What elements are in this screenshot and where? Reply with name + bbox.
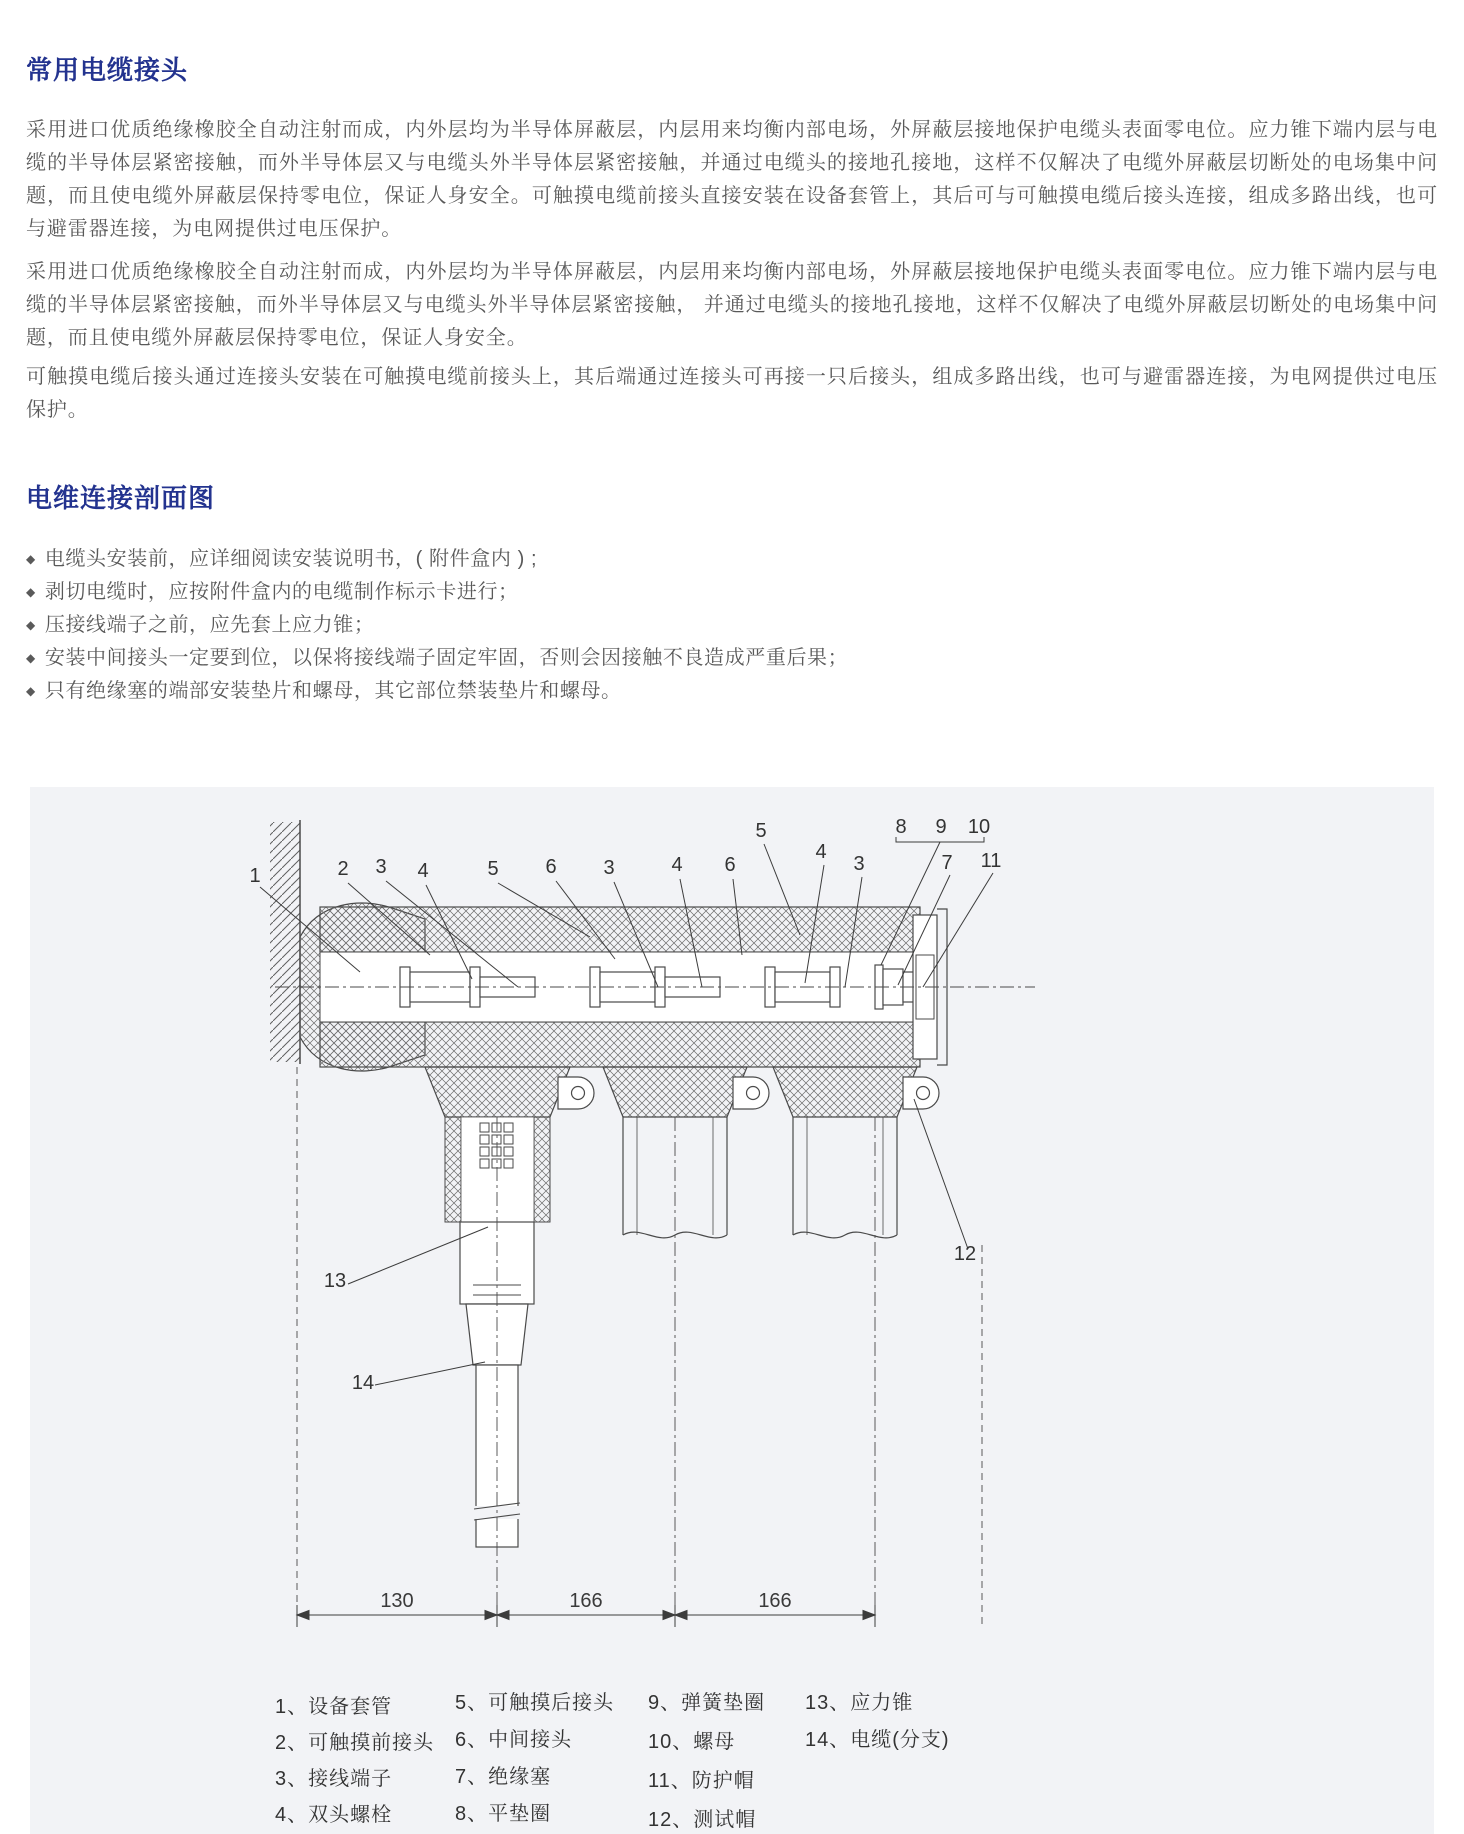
callout-3: 3 xyxy=(375,856,387,878)
diamond-bullet-icon: ◆ xyxy=(26,684,36,698)
wall-hatch xyxy=(270,820,300,1064)
legend-item: 13、应力锥 xyxy=(805,1692,914,1714)
callout-14: 14 xyxy=(351,1372,375,1394)
callout-10: 10 xyxy=(967,816,991,838)
callout-3c: 3 xyxy=(853,853,865,875)
diamond-bullet-icon: ◆ xyxy=(26,618,36,632)
legend-item: 12、测试帽 xyxy=(648,1809,757,1831)
dimension-166b: 166 xyxy=(758,1590,792,1612)
bullet-text: 剥切电缆时，应按附件盒内的电缆制作标示卡进行； xyxy=(44,581,519,603)
dimension-labels xyxy=(380,1590,791,1612)
legend-item: 4、双头螺栓 xyxy=(275,1804,393,1826)
list-item xyxy=(26,576,848,609)
list-item xyxy=(26,543,848,576)
section-title-cross-section: 电维连接剖面图 xyxy=(26,483,216,513)
callout-12: 12 xyxy=(953,1243,977,1265)
diamond-bullet-icon: ◆ xyxy=(26,585,36,599)
callout-11: 11 xyxy=(980,850,1002,872)
legend-item: 9、弹簧垫圈 xyxy=(648,1692,766,1714)
legend-item: 10、螺母 xyxy=(648,1731,736,1753)
install-notes-list xyxy=(26,543,848,708)
legend-item: 2、可触摸前接头 xyxy=(275,1732,435,1754)
legend-item: 3、接线端子 xyxy=(275,1768,393,1790)
dimension-166a: 166 xyxy=(569,1590,603,1612)
callout-6: 6 xyxy=(545,856,557,878)
dimension-130: 130 xyxy=(380,1590,414,1612)
callout-1: 1 xyxy=(249,865,261,887)
legend-column-1 xyxy=(275,1690,434,1827)
paragraph-3: 可触摸电缆后接头通过连接头安装在可触摸电缆前接头上，其后端通过连接头可再接一只后接头，组成多路出线，也可与避雷器连接，为电网提供过电压保护。 xyxy=(26,366,1438,421)
callout-5b: 5 xyxy=(755,820,767,842)
branch-3-tube xyxy=(793,1117,897,1238)
branch-1-joint xyxy=(445,1117,550,1547)
callout-13: 13 xyxy=(323,1270,347,1292)
callout-6b: 6 xyxy=(724,854,736,876)
bullet-text: 压接线端子之前，应先套上应力锥； xyxy=(44,614,375,636)
callout-2: 2 xyxy=(337,858,349,880)
callout-4b: 4 xyxy=(671,854,683,876)
diamond-bullet-icon: ◆ xyxy=(26,552,36,566)
callout-9: 9 xyxy=(935,816,947,838)
cable-joint-cross-section-diagram xyxy=(30,787,1434,1692)
paragraph-2: 采用进口优质绝缘橡胶全自动注射而成，内外层均为半导体屏蔽层，内层用来均衡内部电场，外屏蔽层接地保护电缆头表面零电位。应力锥下端内层与电缆的半导体层紧密接触，而外半导体层又与电缆头外半导体层紧密接触， 并通过电缆头的接地孔接地，这样不仅解决了电缆外屏蔽层切断处的电场集中问题，而且使电缆外屏蔽层保持零电位，保证人身安全。 xyxy=(26,261,1438,349)
diagram-panel xyxy=(30,787,1434,1834)
legend-item: 7、绝缘塞 xyxy=(455,1766,552,1788)
callout-5: 5 xyxy=(487,858,499,880)
list-item xyxy=(26,642,848,675)
callout-7: 7 xyxy=(941,852,953,874)
legend-item: 14、电缆(分支) xyxy=(805,1729,950,1751)
legend-item: 1、设备套管 xyxy=(275,1696,393,1718)
legend-item: 6、中间接头 xyxy=(455,1729,573,1751)
diamond-bullet-icon: ◆ xyxy=(26,651,36,665)
callout-3b: 3 xyxy=(603,857,615,879)
section-title-common-cable-joints: 常用电缆接头 xyxy=(26,55,189,85)
legend-column-2 xyxy=(455,1686,614,1826)
legend-column-4 xyxy=(805,1686,950,1752)
paragraph-1: 采用进口优质绝缘橡胶全自动注射而成，内外层均为半导体屏蔽层，内层用来均衡内部电场，外屏蔽层接地保护电缆头表面零电位。应力锥下端内层与电缆的半导体层紧密接触，而外半导体层又与电缆头外半导体层紧密接触，并通过电缆头的接地孔接地，这样不仅解决了电缆外屏蔽层切断处的电场集中问题，而且使电缆外屏蔽层保持零电位，保证人身安全。可触摸电缆前接头直接安装在设备套管上，其后可与可触摸电缆后接头连接，组成多路出线，也可与避雷器连接，为电网提供过电压保护。 xyxy=(26,119,1438,240)
callout-4c: 4 xyxy=(815,841,827,863)
bullet-text: 电缆头安装前，应详细阅读安装说明书，( 附件盒内 ) ; xyxy=(44,548,538,570)
list-item xyxy=(26,609,848,642)
legend-item: 8、平垫圈 xyxy=(455,1803,552,1825)
branch-collars xyxy=(425,1067,917,1117)
legend-item: 5、可触摸后接头 xyxy=(455,1692,615,1714)
list-item xyxy=(26,675,848,708)
bullet-text: 只有绝缘塞的端部安装垫片和螺母，其它部位禁装垫片和螺母。 xyxy=(44,680,622,702)
callout-4: 4 xyxy=(417,860,429,882)
legend-item: 11、防护帽 xyxy=(648,1770,755,1792)
bullet-text: 安装中间接头一定要到位，以保将接线端子固定牢固，否则会因接触不良造成严重后果； xyxy=(44,647,849,669)
legend-column-3 xyxy=(648,1686,765,1832)
callout-8: 8 xyxy=(895,816,907,838)
